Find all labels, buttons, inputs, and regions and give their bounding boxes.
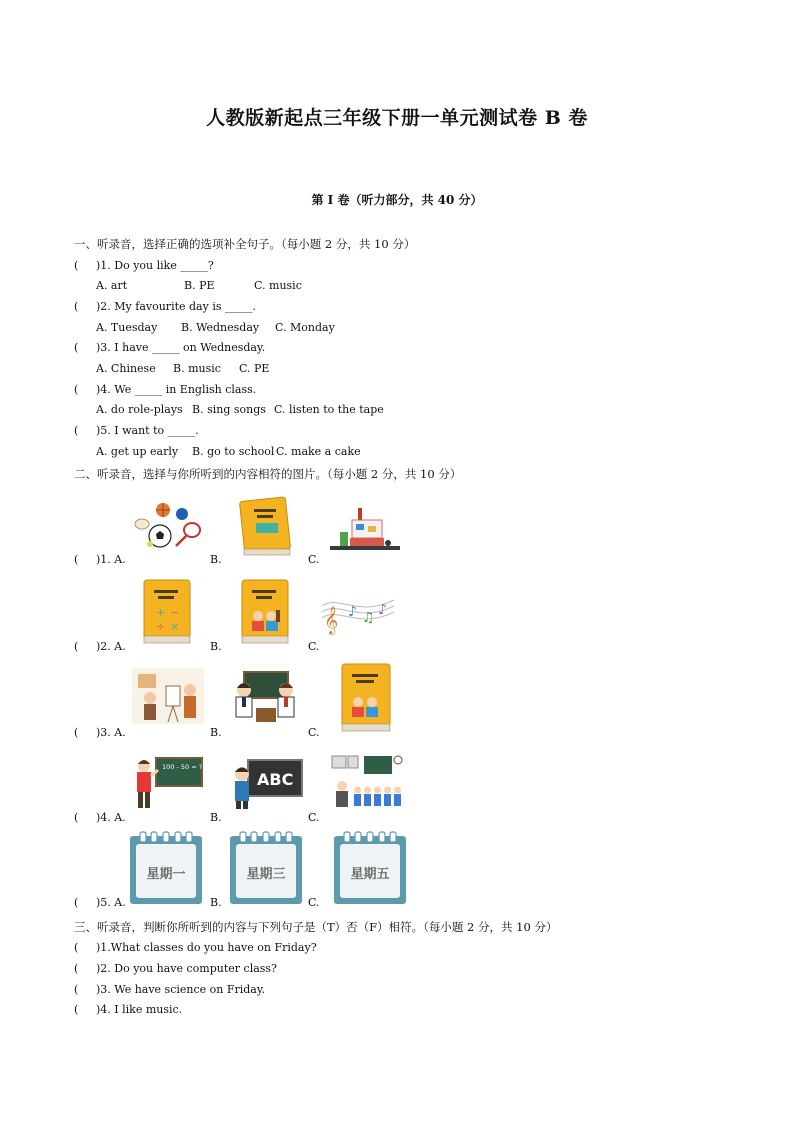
question-2 xyxy=(74,300,256,313)
pic-row-2 xyxy=(74,640,126,653)
answer-blank[interactable]: ( xyxy=(74,383,79,396)
math-teacher-picture xyxy=(126,756,206,810)
tf-question-4 xyxy=(74,1003,182,1016)
question-stem: )4. We _____ in English class. xyxy=(96,383,257,396)
answer-blank[interactable]: ( xyxy=(74,1003,79,1016)
music-book-picture xyxy=(238,578,292,646)
tf-question-1 xyxy=(74,941,317,954)
svg-text:𝄞: 𝄞 xyxy=(324,606,339,634)
pic-row-3 xyxy=(74,726,126,739)
answer-blank[interactable]: ( xyxy=(74,341,79,354)
options-4 xyxy=(96,403,384,416)
answer-blank[interactable]: ( xyxy=(74,811,79,824)
calendar-friday-picture xyxy=(332,830,408,906)
pic-row-5 xyxy=(74,896,126,909)
label-c: C. xyxy=(308,726,320,739)
options-2 xyxy=(96,321,335,334)
answer-blank[interactable]: ( xyxy=(74,259,79,272)
question-stem: )5. I want to _____. xyxy=(96,424,199,437)
section-subtitle: 第 I 卷（听力部分，共 40 分） xyxy=(311,193,483,207)
answer-blank[interactable]: ( xyxy=(74,553,79,566)
option-a: A. art xyxy=(96,279,128,292)
label-b: B. xyxy=(210,640,222,653)
answer-blank[interactable]: ( xyxy=(74,941,79,954)
options-1 xyxy=(96,279,302,292)
question-stem: )3. I have _____ on Wednesday. xyxy=(96,341,266,354)
calendar-c-text: 星期五 xyxy=(350,867,390,882)
option-c: C. Monday xyxy=(275,321,335,334)
options-3 xyxy=(96,362,269,375)
option-a: A. do role-plays xyxy=(96,403,183,416)
answer-blank[interactable]: ( xyxy=(74,983,79,996)
svg-text:♪: ♪ xyxy=(348,604,357,620)
option-c: C. PE xyxy=(239,362,270,375)
pic-row-1 xyxy=(74,553,126,566)
answer-blank[interactable]: ( xyxy=(74,962,79,975)
svg-text:+: + xyxy=(156,606,166,619)
question-5 xyxy=(74,424,199,437)
sports-balls-picture xyxy=(130,500,204,550)
part3-heading: 三、听录音，判断你所听到的内容与下列句子是（T）否（F）相符。（每小题 2 分，共 10 分） xyxy=(74,920,558,934)
question-stem: )1.What classes do you have on Friday? xyxy=(96,941,317,954)
classroom-picture xyxy=(330,752,404,812)
svg-text:−: − xyxy=(170,606,180,619)
option-c: C. music xyxy=(254,279,302,292)
label-b: B. xyxy=(210,553,222,566)
option-b: B. go to school xyxy=(192,445,275,458)
math-book-picture xyxy=(238,493,294,559)
board-abc-text: ABC xyxy=(257,770,294,789)
tf-question-2 xyxy=(74,962,277,975)
answer-blank[interactable]: ( xyxy=(74,300,79,313)
row-number: )5. A. xyxy=(96,896,126,909)
music-book-picture-2 xyxy=(338,662,394,734)
part2-heading: 二、听录音，选择与你所听到的内容相符的图片。（每小题 2 分，共 10 分） xyxy=(74,467,462,481)
option-c: C. listen to the tape xyxy=(274,403,384,416)
art-class-picture xyxy=(132,668,204,724)
page-title: 人教版新起点三年级下册一单元测试卷 B 卷 xyxy=(206,107,588,129)
question-stem: )4. I like music. xyxy=(96,1003,183,1016)
question-4 xyxy=(74,383,256,396)
calendar-a-text: 星期一 xyxy=(146,867,186,882)
board-math-text: 100 - 50 = ? xyxy=(162,763,203,771)
english-teacher-picture xyxy=(230,756,304,810)
answer-blank[interactable]: ( xyxy=(74,896,79,909)
label-b: B. xyxy=(210,896,222,909)
options-5 xyxy=(96,445,361,458)
option-a: A. Tuesday xyxy=(96,321,158,334)
row-number: )1. A. xyxy=(96,553,126,566)
calendar-monday-picture xyxy=(128,830,204,906)
svg-text:×: × xyxy=(170,620,180,633)
label-c: C. xyxy=(308,640,320,653)
question-stem: )3. We have science on Friday. xyxy=(96,983,266,996)
svg-text:♫: ♫ xyxy=(362,610,375,626)
svg-text:♪: ♪ xyxy=(378,602,387,618)
answer-blank[interactable]: ( xyxy=(74,640,79,653)
pic-row-4 xyxy=(74,811,126,824)
label-b: B. xyxy=(210,811,222,824)
option-b: B. Wednesday xyxy=(181,321,260,334)
part1-heading: 一、听录音，选择正确的选项补全句子。（每小题 2 分，共 10 分） xyxy=(74,237,416,251)
calendar-wednesday-picture xyxy=(228,830,304,906)
option-a: A. Chinese xyxy=(96,362,156,375)
label-c: C. xyxy=(308,811,320,824)
math-book-picture-2 xyxy=(140,578,194,646)
question-stem: )1. Do you like _____? xyxy=(96,259,214,272)
svg-text:÷: ÷ xyxy=(156,620,166,633)
teachers-blackboard-picture xyxy=(230,668,302,726)
answer-blank[interactable]: ( xyxy=(74,726,79,739)
music-notes-picture xyxy=(318,588,398,638)
row-number: )3. A. xyxy=(96,726,126,739)
question-3 xyxy=(74,341,265,354)
tf-question-3 xyxy=(74,983,265,996)
art-supplies-picture xyxy=(328,500,402,554)
question-stem: )2. Do you have computer class? xyxy=(96,962,277,975)
question-1 xyxy=(74,259,214,272)
option-a: A. get up early xyxy=(96,445,179,458)
option-b: B. sing songs xyxy=(192,403,266,416)
option-b: B. PE xyxy=(184,279,215,292)
calendar-b-text: 星期三 xyxy=(246,867,286,882)
row-number: )2. A. xyxy=(96,640,126,653)
label-b: B. xyxy=(210,726,222,739)
answer-blank[interactable]: ( xyxy=(74,424,79,437)
row-number: )4. A. xyxy=(96,811,126,824)
label-c: C. xyxy=(308,896,320,909)
option-c: C. make a cake xyxy=(276,445,361,458)
option-b: B. music xyxy=(173,362,221,375)
label-c: C. xyxy=(308,553,320,566)
question-stem: )2. My favourite day is _____. xyxy=(96,300,256,313)
